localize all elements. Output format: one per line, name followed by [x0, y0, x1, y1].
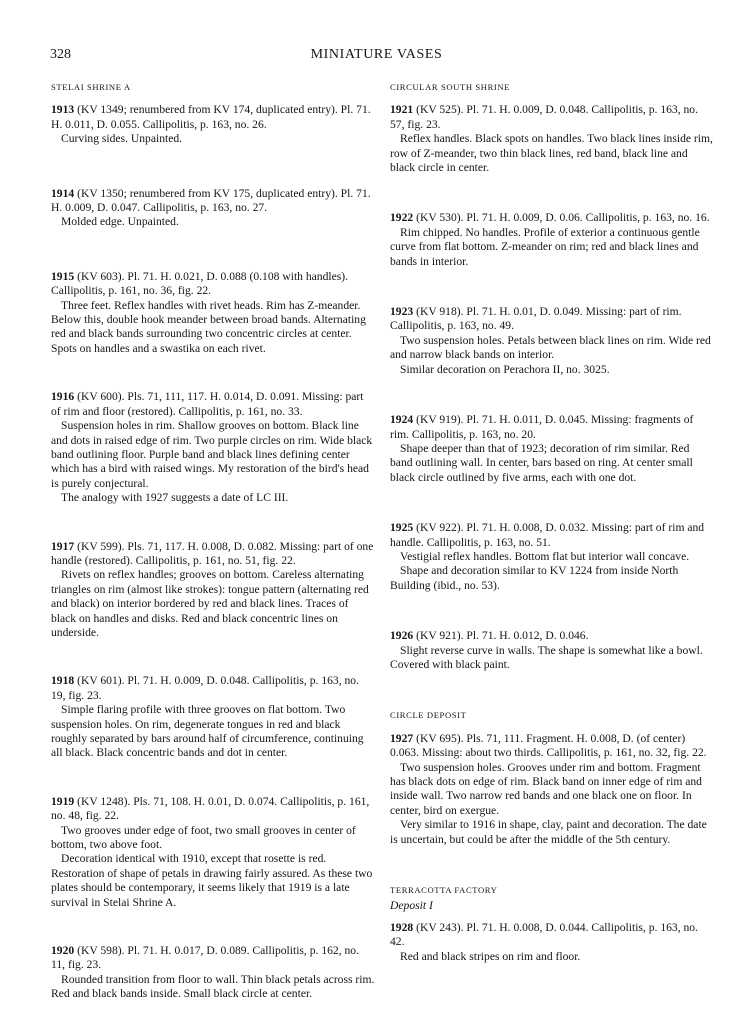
page-number: 328: [50, 47, 71, 62]
entry-description: Rounded transition from floor to wall. Thin black petals across rim. Red and black bands inside. Small black circle at center.: [51, 972, 375, 1001]
running-title: MINIATURE VASES: [310, 47, 443, 62]
entry-description: Two grooves under edge of foot, two small grooves in center of bottom, two above foot.: [51, 823, 356, 852]
section-title: TERRACOTTA FACTORY: [390, 885, 498, 896]
catalog-entry: [390, 629, 714, 672]
entry-number: 1928: [390, 920, 414, 934]
entry-number: 1925: [390, 521, 414, 535]
catalog-entry: [51, 103, 375, 146]
entry-citation: (KV 1349; renumbered from KV 174, duplicated entry). Pl. 71. H. 0.011, D. 0.055. Callipolitis, p. 163, no. 26.: [51, 103, 371, 131]
entry-description: Red and black stripes on rim and floor.: [400, 949, 581, 963]
entry-description: Shape and decoration similar to KV 1224 from inside North Building (ibid., no. 53).: [390, 564, 679, 592]
entry-description: Simple flaring profile with three grooves on flat bottom. Two suspension holes. On rim, degenerate tongues in red and black roughly separated by bars around half of circumference, continuing all black. Black concentric bands and dot in center.: [51, 703, 364, 760]
catalog-entry: [51, 187, 375, 230]
entry-description: The analogy with 1927 suggests a date of LC III.: [61, 491, 289, 505]
entry-number: 1914: [51, 186, 75, 200]
entry-citation: (KV 922). Pl. 71. H. 0.008, D. 0.032. Missing: part of rim and handle. Callipolitis, p. 163, no. 51.: [390, 521, 705, 549]
entry-citation: (KV 243). Pl. 71. H. 0.008, D. 0.044. Callipolitis, p. 163, no. 42.: [390, 920, 699, 949]
catalog-entry: [390, 921, 714, 964]
catalog-entry: [390, 305, 714, 377]
catalog-entry: [390, 732, 714, 847]
left-column: [51, 80, 375, 1002]
entry-citation: (KV 918). Pl. 71. H. 0.01, D. 0.049. Missing: part of rim. Callipolitis, p. 163, no. 49.: [390, 305, 682, 333]
entry-citation: (KV 919). Pl. 71. H. 0.011, D. 0.045. Missing: fragments of rim. Callipolitis, p. 163, no. 20.: [390, 413, 694, 441]
entry-citation: (KV 603). Pl. 71. H. 0.021, D. 0.088 (0.108 with handles). Callipolitis, p. 161, no. 36, fig. 22.: [51, 269, 349, 298]
entry-citation: (KV 599). Pls. 71, 117. H. 0.008, D. 0.082. Missing: part of one handle (restored). Callipolitis, p. 161, no. 51, fig. 22.: [51, 539, 374, 567]
entry-number: 1919: [51, 794, 75, 808]
entry-number: 1917: [51, 539, 75, 553]
entry-description: Curving sides. Unpainted.: [61, 132, 183, 146]
entry-description: Shape deeper than that of 1923; decoration of rim similar. Red band outlining wall. In center, bars based on ring. At center small black circle outlined by five arms, each with one dot.: [390, 441, 693, 484]
entry-description: Two suspension holes. Grooves under rim and bottom. Fragment has black dots on edge of rim. Black band on inner edge of rim and inside wall. Two narrow red bands and one black one on floor. In center, bird on exergue.: [390, 760, 702, 817]
entry-description: Rim chipped. No handles. Profile of exterior a continuous gentle curve from flat bottom. Z-meander on rim; red and black lines and bands in interior.: [390, 225, 700, 268]
section-title: CIRCLE DEPOSIT: [390, 710, 467, 721]
entry-description: Three feet. Reflex handles with rivet heads. Rim has Z-meander. Below this, double hook meander between broad bands. Alternating red and black bands surrounding two concentric circles at center. Spots on handles and a swastika on each rivet.: [51, 298, 366, 355]
entry-description: Vestigial reflex handles. Bottom flat but interior wall concave.: [400, 549, 690, 563]
catalog-entry: [51, 944, 375, 1002]
entry-citation: (KV 530). Pl. 71. H. 0.009, D. 0.06. Callipolitis, p. 163, no. 16.: [416, 211, 710, 225]
entry-description: Similar decoration on Perachora II, no. 3025.: [400, 362, 610, 376]
entry-number: 1916: [51, 390, 75, 404]
entry-description: Molded edge. Unpainted.: [61, 215, 179, 229]
catalog-entry: [390, 413, 714, 485]
catalog-entry: [51, 674, 375, 760]
entry-citation: (KV 695). Pls. 71, 111. Fragment. H. 0.008, D. (of center) 0.063. Missing: about two thirds. Callipolitis, p. 161, no. 32, fig. 22.: [390, 731, 707, 760]
catalog-entry: [390, 103, 714, 175]
section-title: STELAI SHRINE A: [51, 82, 131, 92]
catalog-entry: [390, 521, 714, 593]
entry-description: Two suspension holes. Petals between black lines on rim. Wide red and narrow black bands on interior.: [390, 333, 711, 362]
entry-description: Slight reverse curve in walls. The shape is somewhat like a bowl. Covered with black paint.: [390, 643, 703, 671]
entry-citation: (KV 600). Pls. 71, 111, 117. H. 0.014, D. 0.091. Missing: part of rim and floor (restored). Callipolitis, p. 161, no. 33.: [51, 390, 364, 418]
entry-number: 1926: [390, 629, 414, 643]
catalog-entry: [51, 540, 375, 641]
catalog-entry: [51, 795, 375, 910]
entry-number: 1918: [51, 674, 75, 688]
catalog-entry: [51, 390, 375, 505]
entry-number: 1915: [51, 269, 75, 283]
entry-citation: (KV 525). Pl. 71. H. 0.009, D. 0.048. Callipolitis, p. 163, no. 57, fig. 23.: [390, 103, 699, 131]
entry-description: Decoration identical with 1910, except that rosette is red. Restoration of shape of petals in drawing fairly assured. As these two plates should be contemporary, it seems likely that 1919 is a late survival in Stelai Shrine A.: [51, 852, 373, 909]
entry-citation: (KV 1248). Pls. 71, 108. H. 0.01, D. 0.074. Callipolitis, p. 161, no. 48, fig. 22.: [51, 794, 370, 823]
entry-description: Suspension holes in rim. Shallow grooves on bottom. Black line and dots in raised edge of rim. Two purple circles on rim. Wide black band outlining floor. Purple band and black lines defining center which has a bird with raised wings. My restoration of the bird's head is purely conjectural.: [51, 419, 373, 490]
entry-number: 1921: [390, 103, 414, 117]
subsection-title: Deposit I: [390, 899, 433, 913]
entry-number: 1920: [51, 944, 75, 958]
entry-citation: (KV 598). Pl. 71. H. 0.017, D. 0.089. Callipolitis, p. 162, no. 11, fig. 23.: [51, 944, 360, 972]
catalog-entry: [390, 211, 714, 269]
right-column: [390, 80, 714, 964]
entry-citation: (KV 601). Pl. 71. H. 0.009, D. 0.048. Callipolitis, p. 163, no. 19, fig. 23.: [51, 674, 360, 702]
section-title: CIRCULAR SOUTH SHRINE: [390, 82, 511, 92]
entry-description: Reflex handles. Black spots on handles. Two black lines inside rim, row of Z-meander, two thin black lines, red band, black line and black circle in center.: [390, 132, 713, 175]
entry-description: Rivets on reflex handles; grooves on bottom. Careless alternating triangles on rim (almost like strokes): tongue pattern (alternating red and black) on interior bordered by red and black lines. Traces of black on handles and disks. Red and black concentric lines on underside.: [51, 568, 369, 639]
entry-description: Very similar to 1916 in shape, clay, paint and decoration. The date is uncertain, but could be after the middle of the 5th century.: [390, 818, 707, 846]
entry-number: 1913: [51, 103, 75, 117]
entry-number: 1924: [390, 413, 414, 427]
entry-number: 1923: [390, 305, 414, 319]
entry-number: 1922: [390, 211, 414, 225]
entry-citation: (KV 921). Pl. 71. H. 0.012, D. 0.046.: [416, 629, 589, 643]
catalog-entry: [51, 270, 375, 356]
entry-number: 1927: [390, 731, 414, 745]
entry-citation: (KV 1350; renumbered from KV 175, duplicated entry). Pl. 71. H. 0.009, D. 0.047. Callipolitis, p. 163, no. 27.: [51, 186, 371, 215]
